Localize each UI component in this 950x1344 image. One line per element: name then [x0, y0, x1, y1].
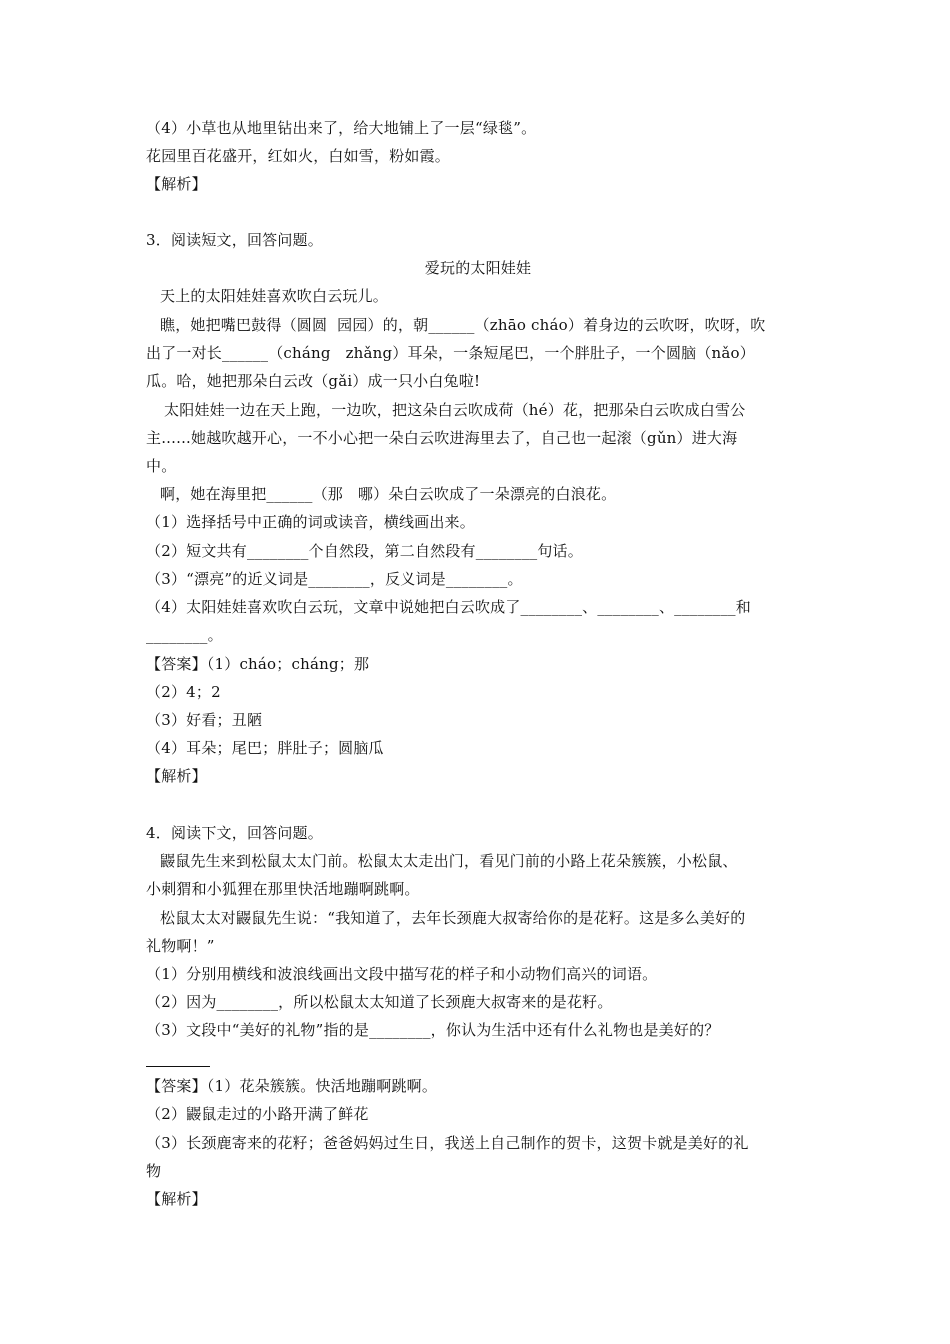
- q4-subquestion-3: （3）文段中“美好的礼物”指的是________，你认为生活中还有什么礼物也是美好的？: [146, 1021, 720, 1039]
- q3-subquestion-1: （1）选择括号中正确的词或读音，横线画出来。: [146, 513, 475, 531]
- q4-subquestion-2: （2）因为________，所以松鼠太太知道了长颈鹿大叔寄来的是花籽。: [146, 993, 613, 1011]
- q4-answer-3-cont: 物: [146, 1162, 162, 1180]
- q3-subquestion-2: （2）短文共有________个自然段，第二自然段有________句话。: [146, 542, 583, 560]
- q3-answer-1: 【答案】（1）cháo；cháng；那: [146, 655, 370, 673]
- q3-answer-4: （4）耳朵；尾巴；胖肚子；圆脑瓜: [146, 739, 384, 757]
- q4-analysis-label: 【解析】: [146, 1190, 207, 1208]
- passage-paragraph-3-line-3: 中。: [146, 457, 177, 475]
- q3-answer-3: （3）好看；丑陋: [146, 711, 263, 729]
- q2-analysis-label: 【解析】: [146, 175, 207, 193]
- passage-paragraph-1: 天上的太阳娃娃喜欢吹白云玩儿。: [160, 287, 389, 305]
- q3-answer-2: （2）4；2: [146, 683, 221, 701]
- q4-answer-2: （2）鼹鼠走过的小路开满了鲜花: [146, 1105, 369, 1123]
- q4-passage-line-3: 松鼠太太对鼹鼠先生说：“我知道了，去年长颈鹿大叔寄给你的是花籽。这是多么美好的: [160, 909, 746, 927]
- q4-heading: 4．阅读下文，回答问题。: [146, 824, 323, 842]
- passage-paragraph-3-line-1: 太阳娃娃一边在天上跑，一边吹，把这朵白云吹成荷（hé）花，把那朵白云吹成白雪公: [164, 401, 746, 419]
- q4-passage-line-2: 小刺猬和小狐狸在那里快活地蹦啊跳啊。: [146, 880, 420, 898]
- q2-item-4: （4）小草也从地里钻出来了，给大地铺上了一层“绿毯”。: [146, 119, 537, 137]
- q4-subquestion-1: （1）分别用横线和波浪线画出文段中描写花的样子和小动物们高兴的词语。: [146, 965, 658, 983]
- q3-subquestion-3: （3）“漂亮”的近义词是________，反义词是________。: [146, 570, 523, 588]
- answer-blank-line: [146, 1066, 210, 1067]
- passage-paragraph-4: 啊，她在海里把______（那 哪）朵白云吹成了一朵漂亮的白浪花。: [160, 485, 617, 503]
- q2-item-4-answer: 花园里百花盛开，红如火，白如雪，粉如霞。: [146, 147, 451, 165]
- passage-title: 爱玩的太阳娃娃: [424, 259, 532, 277]
- passage-paragraph-2-line-3: 瓜。哈，她把那朵白云改（gǎi）成一只小白兔啦!: [146, 372, 481, 390]
- q4-answer-1: 【答案】（1）花朵簇簇。快活地蹦啊跳啊。: [146, 1077, 438, 1095]
- passage-paragraph-2-line-1: 瞧，她把嘴巴鼓得（圆圆 园园）的，朝______（zhāo cháo）着身边的云吹呀，吹呀，吹: [160, 316, 766, 334]
- passage-paragraph-3-line-2: 主......她越吹越开心，一不小心把一朵白云吹进海里去了，自己也一起滚（gǔn）进大海: [146, 429, 738, 447]
- q4-passage-line-4: 礼物啊！”: [146, 937, 215, 955]
- q3-subquestion-4: （4）太阳娃娃喜欢吹白云玩，文章中说她把白云吹成了________、________、________和: [146, 598, 751, 616]
- q4-passage-line-1: 鼹鼠先生来到松鼠太太门前。松鼠太太走出门，看见门前的小路上花朵簇簇，小松鼠、: [160, 852, 738, 870]
- passage-paragraph-2-line-2: 出了一对长______（cháng zhǎng）耳朵，一条短尾巴，一个胖肚子，一个圆脑（nǎo）: [146, 344, 755, 362]
- q3-analysis-label: 【解析】: [146, 767, 207, 785]
- q3-subquestion-4-cont: ________。: [146, 626, 223, 644]
- q3-heading: 3．阅读短文，回答问题。: [146, 231, 323, 249]
- q4-answer-3: （3）长颈鹿寄来的花籽；爸爸妈妈过生日，我送上自己制作的贺卡，这贺卡就是美好的礼: [146, 1134, 749, 1152]
